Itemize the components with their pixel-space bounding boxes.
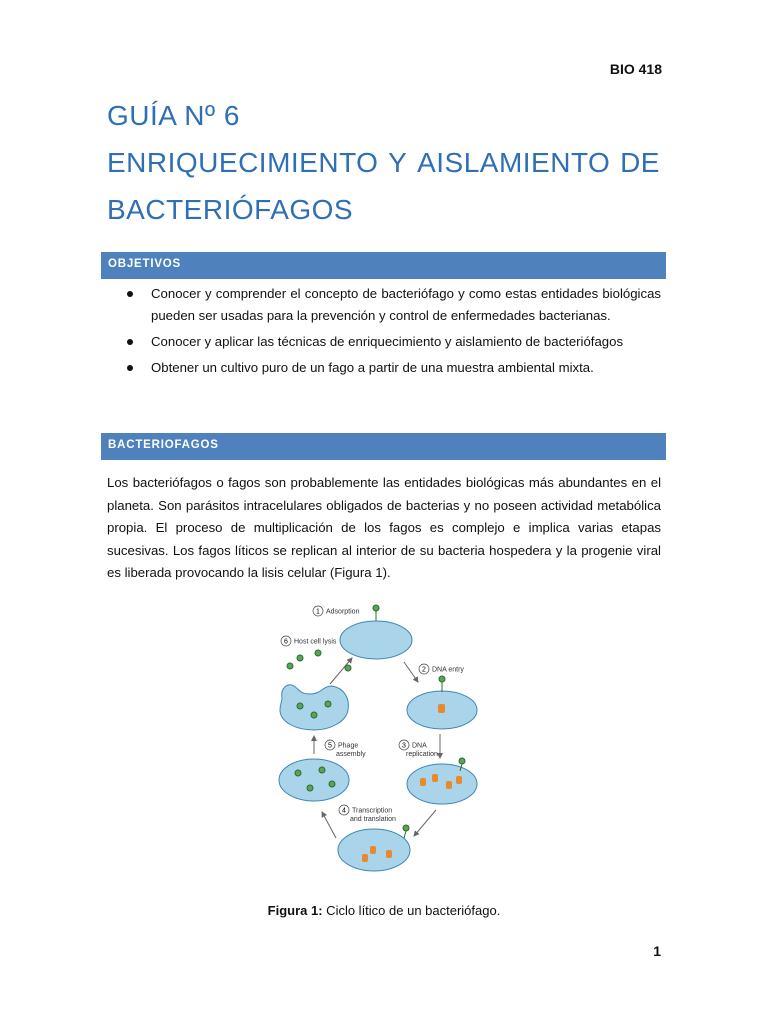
step-label: and translation [350,816,396,823]
title-word: Y [388,147,408,178]
step-number: 4 [342,807,346,815]
cycle-arrow [322,812,336,838]
bullet-icon [127,291,133,297]
list-item [107,357,661,379]
step-number: 1 [316,608,320,616]
cell-lysis [280,685,348,730]
step-host-cell-lysis [281,636,337,646]
step-label: DNA [412,742,427,750]
step-number: 5 [328,742,332,750]
step-label: Transcription [352,807,393,815]
intro-paragraph: Los bacteriófagos o fagos son probablemente las entidades biológicas más abundantes en el planeta. Son parásitos intracelulares obligados de bacterias y no poseen actividad metabólica propia. El proceso de multiplicación de los fagos es complejo e implica varias etapas sucesivas. Los fagos líticos se replican al interior de su bacteria hospedera y la progenie viral es liberada provocando la lisis celular (Figura 1). [107,475,661,580]
cell-assembly [279,759,349,801]
caption-label: Figura 1: [267,903,323,918]
lytic-cycle-diagram [270,598,500,880]
step-label: Host cell lysis [294,638,337,646]
cell-adsorption [340,621,412,659]
step-label: assembly [336,751,366,758]
bullet-icon [127,365,133,371]
cycle-arrow [414,810,436,836]
step-transcription [339,805,396,823]
step-label: Adsorption [326,608,360,616]
step-phage-assembly [325,740,366,758]
step-dna-entry [419,664,464,674]
step-number: 2 [422,666,426,674]
bullet-icon [127,339,133,345]
page-number: 1 [653,943,661,959]
course-code: BIO 418 [609,61,662,77]
title-line-2 [107,147,660,179]
step-label: replication [406,751,438,758]
step-label: Phage [338,742,359,750]
cycle-arrow [404,662,418,682]
figure-caption [0,903,768,918]
step-number: 6 [284,638,288,646]
list-item [107,283,661,327]
list-item [107,331,661,353]
objective-text: Conocer y aplicar las técnicas de enriquecimiento y aislamiento de bacteriófagos [151,334,624,349]
objective-text: Obtener un cultivo puro de un fago a partir de una muestra ambiental mixta. [151,360,594,375]
objectives-list [107,283,661,383]
title-line-1: GUÍA Nº 6 [107,100,240,131]
step-dna-replication [399,740,438,758]
section-heading-bacteriofagos: BACTERIOFAGOS [101,433,666,460]
title-line-3: BACTERIÓFAGOS [107,194,354,225]
caption-text: Ciclo lítico de un bacteriófago. [322,903,501,918]
section-heading-objetivos: OBJETIVOS [101,252,666,279]
objective-text: Conocer y comprender el concepto de bacteriófago y como estas entidades biológicas pueden ser usadas para la prevención y control de enfermedades bacterianas. [151,286,661,323]
lytic-cycle-figure [270,598,500,880]
step-adsorption [313,606,360,616]
title-word: ENRIQUECIMIENTO [107,147,379,178]
cell-dna-replication [407,764,477,804]
title-word: AISLAMIENTO [417,147,611,178]
step-number: 3 [402,742,406,750]
step-label: DNA entry [432,666,464,674]
title-word: DE [620,147,660,178]
